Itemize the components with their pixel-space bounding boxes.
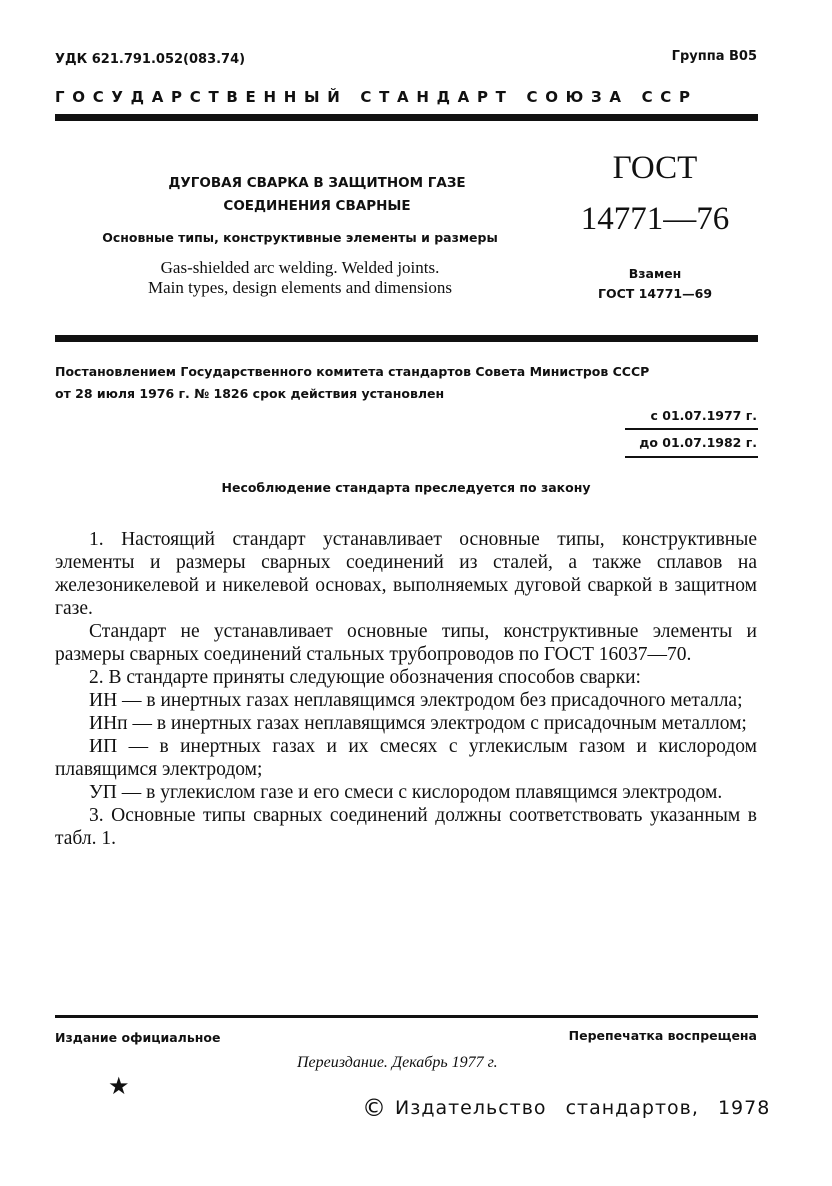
- title-rule: [55, 335, 758, 342]
- legal-notice: Несоблюдение стандарта преследуется по закону: [221, 480, 591, 495]
- gost-label: ГОСТ: [612, 150, 698, 186]
- title-ru: [122, 172, 512, 218]
- validity-rule-1: [625, 428, 758, 430]
- paragraph-1: 1. Настоящий стандарт устанавливает основные типы, конструктивные элементы и размеры сварных соединений из сталей, а также сплавов на железоникелевой и никелевой основах, выполняемых дуговой сваркой в защитном газе.: [55, 529, 757, 619]
- reissue-note: Переиздание. Декабрь 1977 г.: [297, 1054, 498, 1071]
- body-text: [55, 528, 757, 850]
- state-standard-banner: ГОСУДАРСТВЕННЫЙ СТАНДАРТ СОЮЗА ССР: [55, 88, 698, 106]
- footer-rule: [55, 1015, 758, 1018]
- decree-line2: от 28 июля 1976 г. № 1826 срок действия установлен: [55, 386, 445, 401]
- publisher-line: [362, 1094, 770, 1122]
- title-ru-line1: ДУГОВАЯ СВАРКА В ЗАЩИТНОМ ГАЗЕ: [168, 175, 466, 191]
- udk-code: УДК 621.791.052(083.74): [55, 52, 246, 67]
- validity-rule-2: [625, 456, 758, 458]
- gost-designation: [570, 146, 740, 242]
- validity-from: с 01.07.1977 г.: [650, 408, 757, 423]
- replaces-block: [565, 264, 745, 304]
- publisher-text: Издательство стандартов, 1978: [395, 1097, 771, 1119]
- replaces-standard: ГОСТ 14771—69: [597, 286, 713, 301]
- validity-to: до 01.07.1982 г.: [639, 435, 757, 450]
- title-ru-line2: СОЕДИНЕНИЯ СВАРНЫЕ: [223, 198, 411, 214]
- gost-number: 14771—76: [580, 201, 730, 237]
- title-en: [95, 258, 505, 298]
- designation-up: УП — в углекислом газе и его смеси с кислородом плавящимся электродом.: [89, 782, 723, 803]
- replaces-label: Взамен: [628, 266, 682, 281]
- title-en-line1: Gas-shielded arc welding. Welded joints.: [160, 258, 440, 277]
- copyright-icon: ©: [362, 1094, 387, 1122]
- header-rule: [55, 114, 758, 121]
- decree-line1: Постановлением Государственного комитета стандартов Совета Министров СССР: [55, 364, 650, 379]
- designation-inp: ИНп — в инертных газах неплавящимся электродом с присадочным металлом;: [89, 713, 747, 734]
- paragraph-3: 2. В стандарте приняты следующие обозначения способов сварки:: [89, 667, 641, 688]
- title-ru-subtitle: Основные типы, конструктивные элементы и размеры: [102, 230, 498, 245]
- decree: [55, 361, 757, 405]
- designation-in: ИН — в инертных газах неплавящимся электродом без присадочного металла;: [89, 690, 743, 711]
- paragraph-4: 3. Основные типы сварных соединений должны соответствовать указанным в табл. 1.: [55, 805, 757, 849]
- designation-ip: ИП — в инертных газах и их смесях с углекислым газом и кислородом плавящимся электродом;: [55, 736, 757, 780]
- edition-label: Издание официальное: [55, 1030, 221, 1045]
- reprint-notice: Перепечатка воспрещена: [568, 1028, 757, 1043]
- star-icon: ★: [108, 1074, 130, 1100]
- title-en-line2: Main types, design elements and dimensions: [147, 278, 453, 297]
- paragraph-2: Стандарт не устанавливает основные типы, конструктивные элементы и размеры сварных соединений стальных трубопроводов по ГОСТ 16037—70.: [55, 621, 757, 665]
- group-code: Группа В05: [671, 49, 757, 64]
